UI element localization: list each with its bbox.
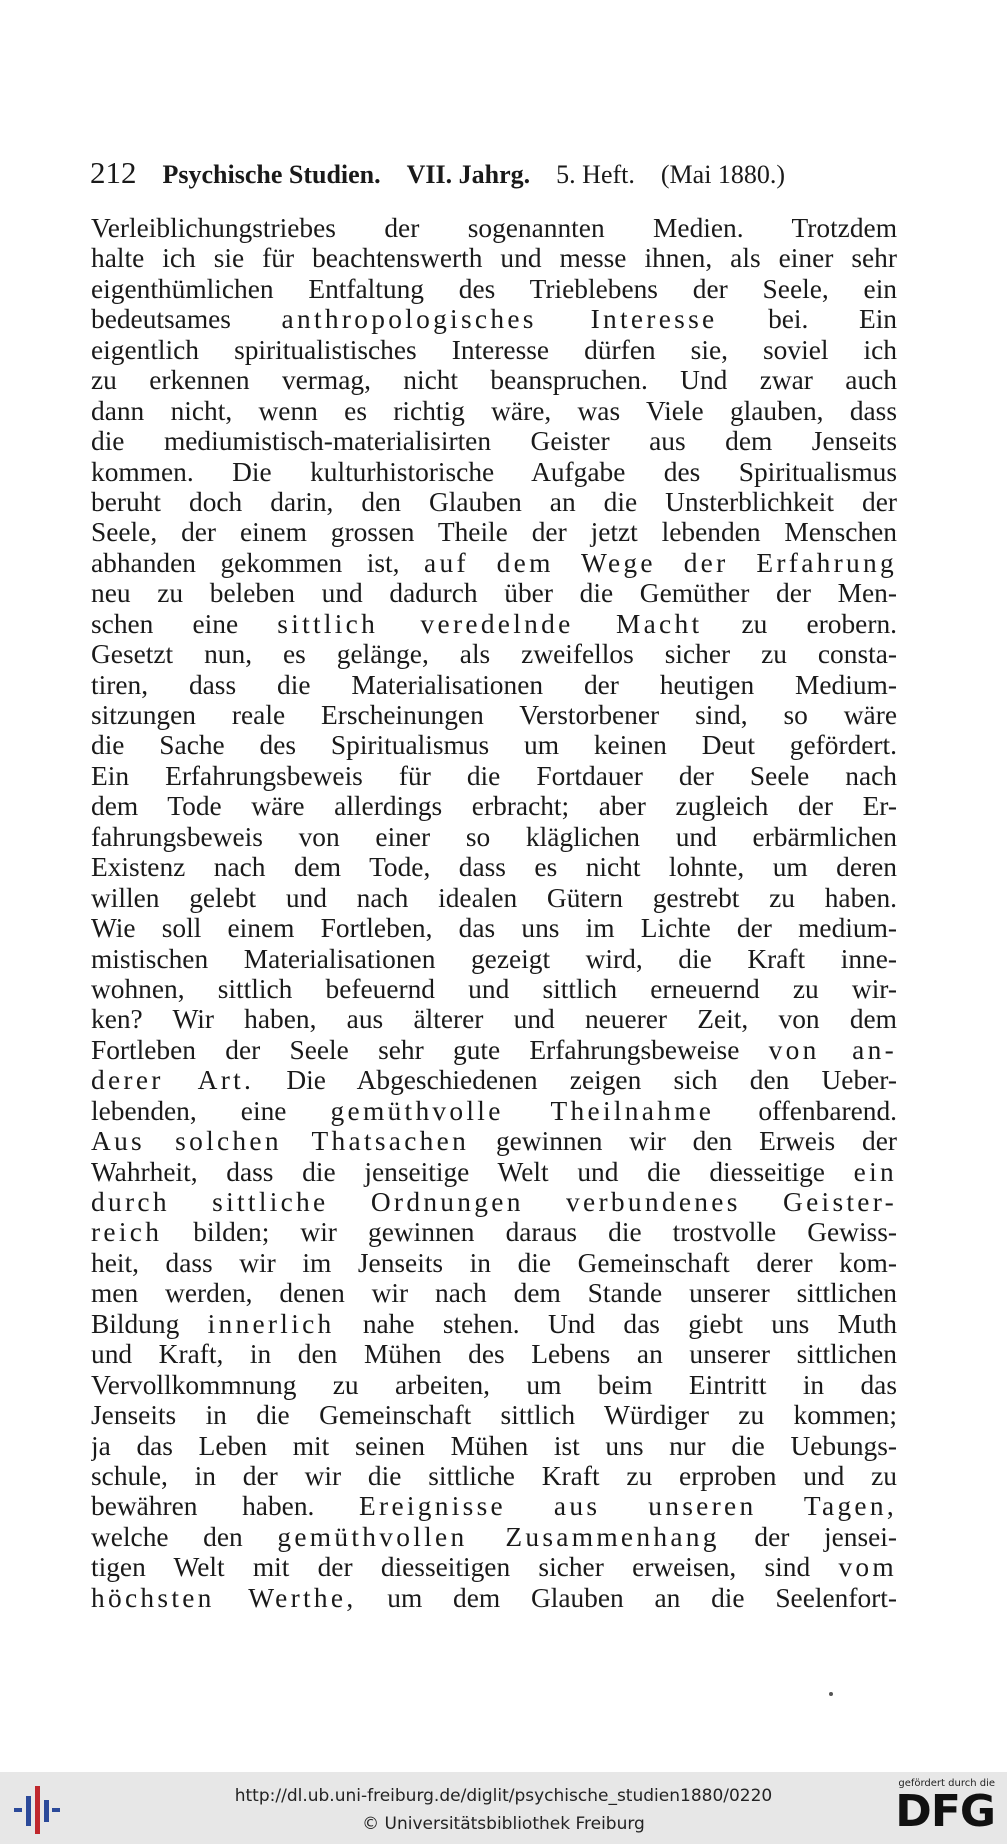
text-line (91, 852, 897, 882)
text-line (91, 730, 897, 760)
dfg-tagline: gefördert durch die (898, 1778, 995, 1789)
source-url[interactable]: http://dl.ub.uni-freiburg.de/diglit/psychische_studien1880/0220 (234, 1786, 773, 1806)
footer-bar (0, 1772, 1007, 1844)
text-run: Die Abgeschiedenen zeigen sich den Ueber- (254, 1065, 897, 1096)
text-line (91, 639, 897, 669)
text-run: eigenthümlichen Entfaltung des Trieblebens der Seele, ein (91, 273, 897, 304)
emphasized-text: auf dem Wege der Erfahrung (424, 547, 897, 578)
text-run: welche den (91, 1521, 278, 1552)
text-line (91, 1461, 897, 1491)
text-line (91, 791, 897, 821)
text-line (91, 426, 897, 456)
emphasized-text: von an- (768, 1034, 897, 1065)
text-line (91, 1248, 897, 1278)
text-run: dann nicht, wenn es richtig wäre, was Viele glauben, dass (91, 395, 897, 426)
print-speck (829, 1692, 833, 1696)
text-line (91, 761, 897, 791)
text-run: Wie soll einem Fortleben, das uns im Lichte der medium- (91, 913, 897, 944)
text-run: lebenden, eine (91, 1095, 331, 1126)
text-line (91, 670, 897, 700)
volume-year: VII. Jahrg. (406, 160, 531, 189)
text-run: Gesetzt nun, es gelänge, als zweifellos sicher zu consta- (91, 639, 897, 670)
emphasized-text: reich (91, 1217, 163, 1248)
text-run: gewinnen wir den Erweis der (469, 1126, 897, 1157)
text-run: Wahrheit, dass die jenseitige Welt und die diesseitige (91, 1156, 854, 1187)
text-line (91, 1552, 897, 1582)
text-run: Verleiblichungstriebes der sogenannten Medien. Trotzdem (91, 213, 897, 243)
text-run: mistischen Materialisationen gezeigt wird, die Kraft inne- (91, 943, 897, 974)
emphasized-text: Aus solchen Thatsachen (91, 1126, 470, 1157)
journal-title: Psychische Studien. (162, 160, 381, 189)
text-line (91, 1309, 897, 1339)
text-run: dem Tode wäre allerdings erbracht; aber zugleich der Er- (91, 791, 897, 822)
emphasized-text: derer Art. (91, 1065, 255, 1096)
text-line (91, 335, 897, 365)
text-run: tigen Welt mit der diesseitigen sicher erweisen, sind (91, 1552, 839, 1583)
text-run: bilden; wir gewinnen daraus die trostvolle Gewiss- (162, 1217, 897, 1248)
text-run: Bildung (91, 1308, 208, 1339)
text-run: zu erkennen vermag, nicht beanspruchen. Und zwar auch (91, 365, 897, 396)
text-line (91, 913, 897, 943)
dfg-mark: DFG (895, 1786, 995, 1837)
emphasized-text: vom (838, 1552, 897, 1583)
text-run: bewähren haben. (91, 1491, 360, 1522)
emphasized-text: anthropologisches Interesse (281, 304, 718, 335)
text-line (91, 1339, 897, 1369)
text-run: nahe stehen. Und das giebt uns Muth (334, 1308, 897, 1339)
running-header (90, 155, 910, 195)
emphasized-text: durch sittliche Ordnungen verbundenes Geister- (91, 1187, 897, 1217)
text-run: die mediumistisch-materialisirten Geister aus dem Jenseits (91, 426, 897, 457)
text-line (91, 1126, 897, 1156)
text-line (91, 457, 897, 487)
page-number: 212 (90, 155, 137, 190)
text-run: men werden, denen wir nach dem Stande unserer sittlichen (91, 1278, 897, 1309)
text-line (91, 1217, 897, 1247)
text-line (91, 700, 897, 730)
text-run: tiren, dass die Materialisationen der heutigen Medium- (91, 669, 897, 700)
text-run: Fortleben der Seele sehr gute Erfahrungsbeweise (91, 1034, 769, 1065)
emphasized-text: Ereignisse aus unseren Tagen, (359, 1491, 897, 1522)
text-run: Jenseits in die Gemeinschaft sittlich Würdiger zu kommen; (91, 1400, 897, 1431)
text-line (91, 213, 897, 243)
text-run: fahrungsbeweis von einer so kläglichen und erbärmlichen (91, 821, 897, 852)
copyright-notice: © Universitätsbibliothek Freiburg (362, 1814, 645, 1834)
text-run: heit, dass wir im Jenseits in die Gemeinschaft derer kom- (91, 1247, 897, 1278)
text-run: willen gelebt und nach idealen Gütern gestrebt zu haben. (91, 882, 897, 913)
text-run: ken? Wir haben, aus älterer und neuerer Zeit, von dem (91, 1004, 897, 1035)
text-line (91, 883, 897, 913)
text-run: schen eine (91, 608, 278, 639)
text-run: neu zu beleben und dadurch über die Gemüther der Men- (91, 578, 897, 609)
text-line (91, 274, 897, 304)
emphasized-text: höchsten Werthe, (91, 1582, 357, 1613)
text-run: eigentlich spiritualistisches Interesse dürfen sie, soviel ich (91, 334, 897, 365)
text-line (91, 1278, 897, 1308)
text-line (91, 578, 897, 608)
emphasized-text: innerlich (207, 1308, 335, 1339)
text-run: Existenz nach dem Tode, dass es nicht lohnte, um deren (91, 852, 897, 883)
text-run: abhanden gekommen ist, (91, 547, 425, 578)
text-run: der jensei- (719, 1521, 897, 1552)
text-run: um dem Glauben an die Seelenfort- (356, 1582, 897, 1613)
text-run: sitzungen reale Erscheinungen Verstorbener sind, so wäre (91, 700, 897, 730)
text-run: Vervollkommnung zu arbeiten, um beim Eintritt in das (91, 1369, 897, 1400)
text-line (91, 396, 897, 426)
text-line (91, 1522, 897, 1552)
dfg-logo (887, 1778, 995, 1840)
text-line (91, 517, 897, 547)
text-line (91, 1157, 897, 1187)
text-line (91, 1096, 897, 1126)
text-run: Ein Erfahrungsbeweis für die Fortdauer der Seele nach (91, 760, 897, 791)
text-run: halte ich sie für beachtenswerth und messe ihnen, als einer sehr (91, 243, 897, 274)
emphasized-text: gemüthvolle Theilnahme (330, 1095, 715, 1126)
text-line (91, 1583, 897, 1613)
text-line (91, 944, 897, 974)
text-run: zu erobern. (702, 608, 897, 639)
text-run: Seele, der einem grossen Theile der jetzt lebenden Menschen (91, 517, 897, 548)
text-line (91, 609, 897, 639)
text-line (91, 1065, 897, 1095)
text-line (91, 243, 897, 273)
text-line (91, 1400, 897, 1430)
text-line (91, 1004, 897, 1034)
emphasized-text: ein (853, 1156, 897, 1187)
issue-number: 5. Heft. (556, 160, 635, 189)
text-line (91, 304, 897, 334)
text-run: ja das Leben mit seinen Mühen ist uns nur die Uebungs- (91, 1430, 897, 1461)
text-run: wohnen, sittlich befeuernd und sittlich erneuernd zu wir- (91, 973, 897, 1004)
text-line (91, 365, 897, 395)
text-line (91, 822, 897, 852)
issue-date: (Mai 1880.) (660, 160, 786, 189)
text-line (91, 1370, 897, 1400)
text-run: und Kraft, in den Mühen des Lebens an unserer sittlichen (91, 1339, 897, 1370)
text-line (91, 487, 897, 517)
text-line (91, 1187, 897, 1217)
text-run: die Sache des Spiritualismus um keinen Deut gefördert. (91, 730, 897, 761)
text-line (91, 1431, 897, 1461)
emphasized-text: sittlich veredelnde Macht (277, 608, 703, 639)
text-run: beruht doch darin, den Glauben an die Unsterblichkeit der (91, 486, 897, 517)
text-run: bei. Ein (717, 304, 897, 335)
text-line (91, 1035, 897, 1065)
emphasized-text: gemüthvollen Zusammenhang (277, 1521, 720, 1552)
text-run: bedeutsames (91, 304, 282, 335)
text-run: kommen. Die kulturhistorische Aufgabe des Spiritualismus (91, 456, 897, 487)
text-line (91, 548, 897, 578)
text-line (91, 974, 897, 1004)
text-run: schule, in der wir die sittliche Kraft zu erproben und zu (91, 1460, 897, 1491)
text-line (91, 1491, 897, 1521)
text-run: offenbarend. (714, 1095, 897, 1126)
body-text (91, 213, 897, 1613)
